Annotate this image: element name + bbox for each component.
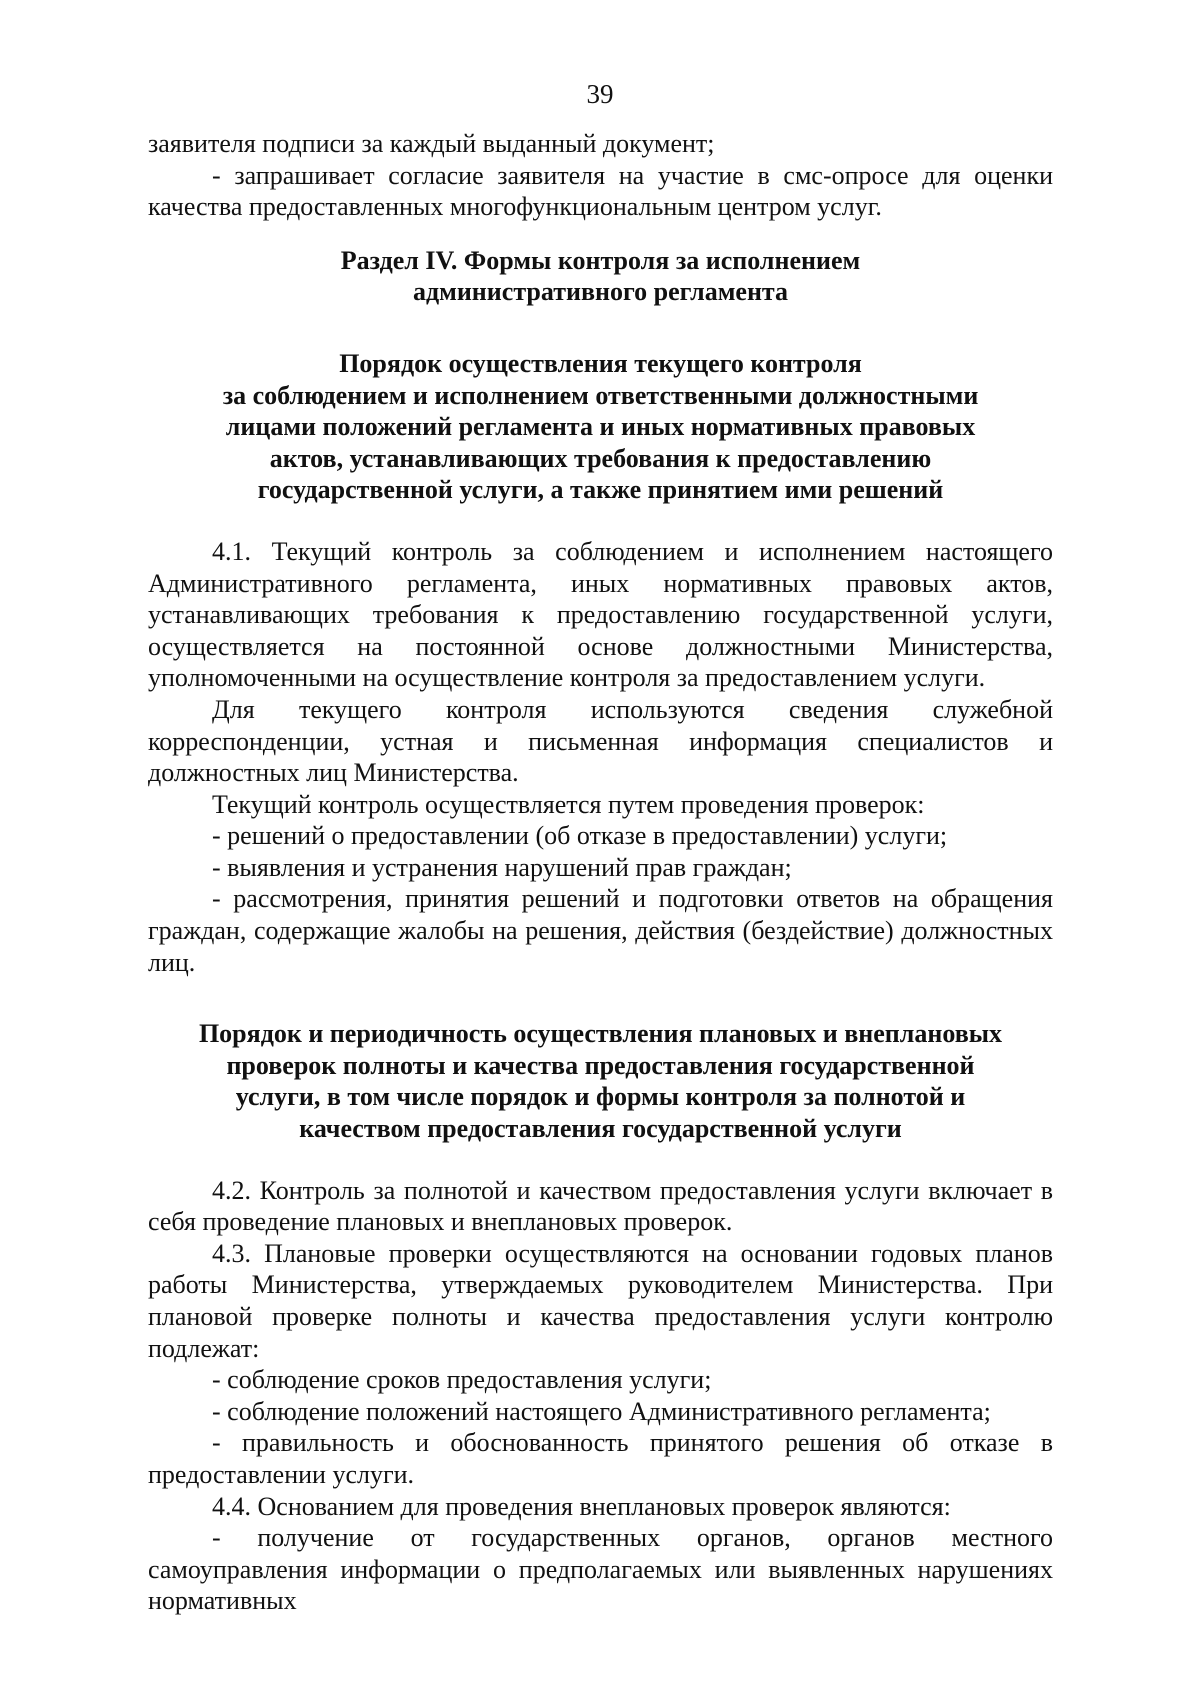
list-item: - решений о предоставлении (об отказе в предоставлении) услуги; — [212, 821, 948, 851]
list-item: - соблюдение положений настоящего Административного регламента; — [212, 1396, 991, 1426]
section-title — [148, 245, 1053, 308]
heading-line: услуги, в том числе порядок и формы контроля за полнотой и — [235, 1082, 966, 1112]
heading-line: государственной услуги, а также принятием ими решений — [257, 475, 944, 505]
list-item: - правильность и обоснованность принятого решения об отказе в предоставлении услуги. — [148, 1428, 1053, 1489]
heading-line: за соблюдением и исполнением ответственными должностными — [222, 380, 979, 410]
heading-line: проверок полноты и качества предоставления государственной — [226, 1050, 975, 1080]
list-item: - получение от государственных органов, органов местного самоуправления информации о предполагаемых или выявленных нарушениях нормативных — [148, 1523, 1053, 1616]
heading-line: Порядок осуществления текущего контроля — [339, 348, 862, 378]
list-item: - соблюдение сроков предоставления услуги; — [212, 1365, 712, 1395]
subsection-heading — [148, 1018, 1053, 1144]
page-number: 39 — [586, 79, 614, 109]
heading-line: лицами положений регламента и иных нормативных правовых — [225, 412, 976, 442]
heading-line: Порядок и периодичность осуществления плановых и внеплановых — [198, 1019, 1003, 1049]
heading-line: качеством предоставления государственной услуги — [299, 1114, 902, 1144]
paragraph: 4.1. Текущий контроль за соблюдением и исполнением настоящего Административного регламента, иных нормативных правовых актов, устанавливающих требования к предоставлению государственной услуги, осуществляется на постоянной основе должностными Министерства, уполномоченными на осуществление контроля за предоставлением услуги. — [148, 536, 1053, 693]
heading-line: актов, устанавливающих требования к предоставлению — [269, 443, 932, 473]
paragraph: 4.2. Контроль за полнотой и качеством предоставления услуги включает в себя проведение плановых и внеплановых проверок. — [148, 1175, 1053, 1237]
paragraph: - запрашивает согласие заявителя на участие в смс-опросе для оценки качества предоставленных многофункциональным центром услуг. — [148, 160, 1053, 222]
section-title-line: Раздел IV. Формы контроля за исполнением — [340, 245, 861, 275]
paragraph: Текущий контроль осуществляется путем проведения проверок: — [212, 789, 925, 819]
paragraph: 4.4. Основанием для проведения внеплановых проверок являются: — [212, 1491, 951, 1521]
list-item: - выявления и устранения нарушений прав граждан; — [212, 852, 792, 882]
section-title-line: административного регламента — [412, 277, 789, 307]
paragraph: Для текущего контроля используются сведения служебной корреспонденции, устная и письменная информация специалистов и должностных лиц Министерства. — [148, 694, 1053, 788]
list-item: - рассмотрения, принятия решений и подготовки ответов на обращения граждан, содержащие жалобы на решения, действия (бездействие) должностных лиц. — [148, 884, 1053, 977]
subsection-heading — [148, 348, 1053, 506]
document-body — [148, 128, 1053, 1617]
paragraph: заявителя подписи за каждый выданный документ; — [148, 129, 715, 158]
paragraph: 4.3. Плановые проверки осуществляются на основании годовых планов работы Министерства, утверждаемых руководителем Министерства. При плановой проверке полноты и качества предоставления услуги контролю подлежат: — [148, 1238, 1053, 1363]
